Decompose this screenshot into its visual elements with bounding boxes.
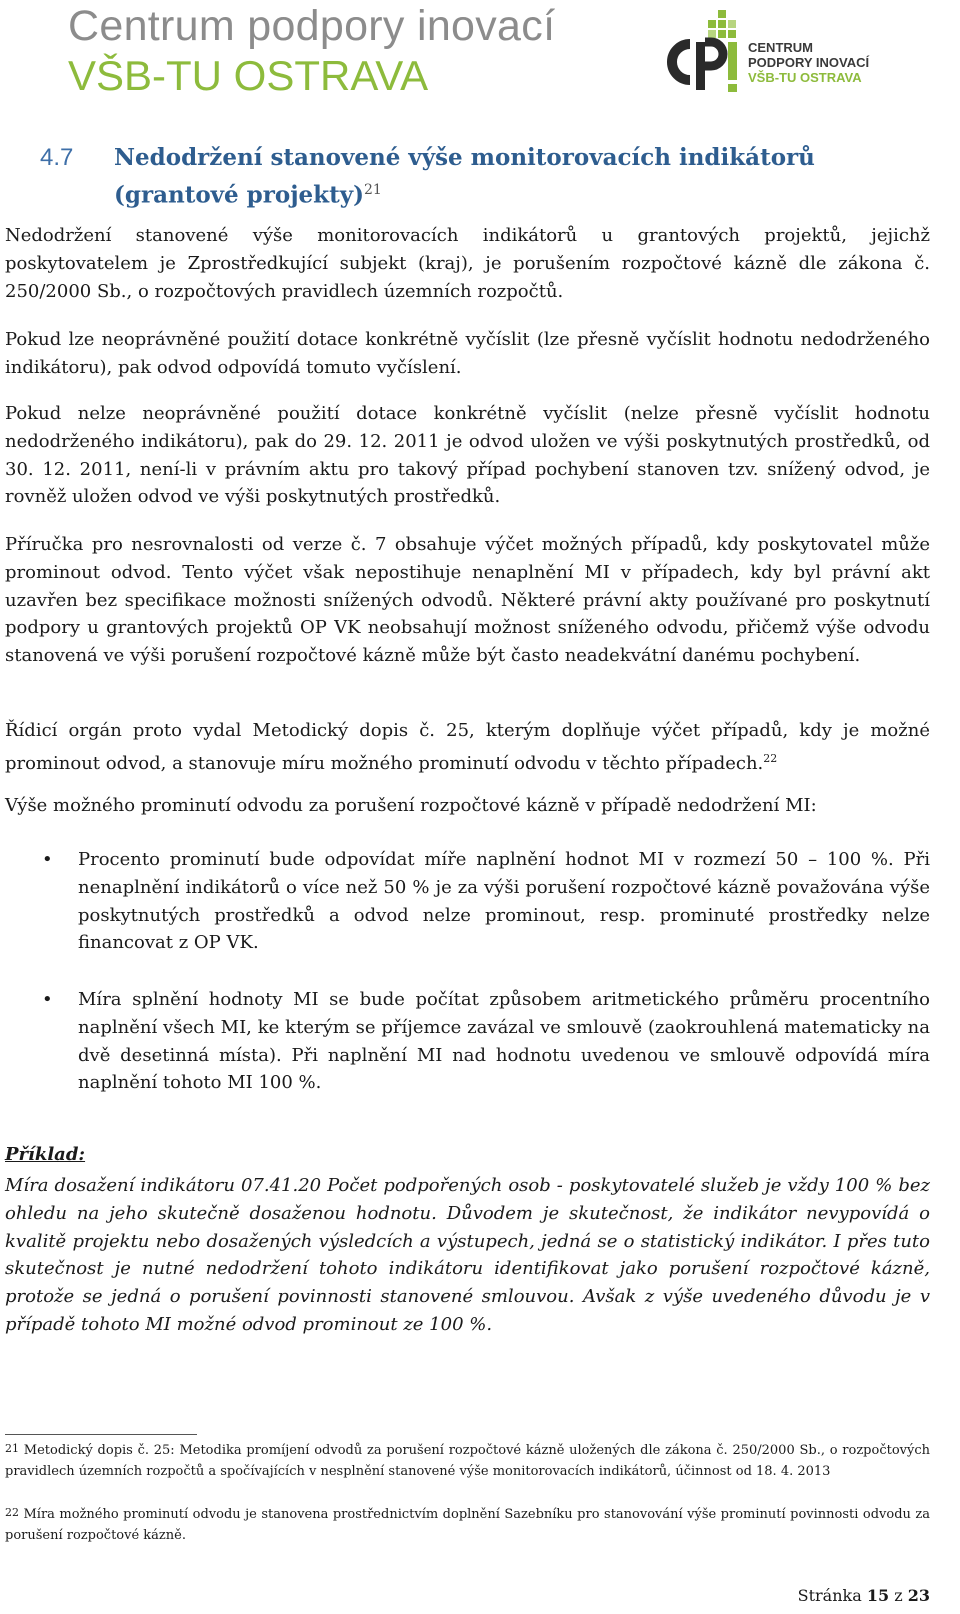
paragraph-5-text: Řídicí orgán proto vydal Metodický dopis č. 25, kterým doplňuje výčet případů, kdy je možné prominout odvod, a stanovuje míru možného prominutí odvodu v těchto případech.: [5, 720, 930, 774]
section-number: 4.7: [40, 144, 74, 171]
footnote-number: 22: [5, 1506, 19, 1519]
logo-text-line3: VŠB-TU OSTRAVA: [748, 70, 862, 85]
paragraph-3: Pokud nelze neoprávněné použití dotace konkrétně vyčíslit (nelze přesně vyčíslit hodnotu nedodrženého indikátoru), pak do 29. 12. 2011 je odvod uložen ve výši poskytnutých prostředků, od 30. 12. 2011, není-li v právním aktu pro takový případ pochybení stanoven tzv. snížený odvod, je rovněž uložen odvod ve výši poskytnutých prostředků.: [5, 403, 930, 508]
footnote-ref-22: 22: [763, 751, 778, 765]
footer-page-number: 15: [866, 1586, 890, 1605]
cpi-logo-mark-icon: [660, 10, 746, 102]
logo-text: [748, 40, 869, 85]
footnote-21: [5, 1440, 930, 1482]
footer-separator: z: [894, 1586, 903, 1605]
paragraph-6: Výše možného prominutí odvodu za porušení rozpočtové kázně v případě nedodržení MI:: [5, 795, 817, 816]
bullet-dot-icon: •: [42, 849, 53, 870]
header-title-line1: Centrum podpory inovací: [68, 2, 556, 50]
page-footer: [798, 1586, 930, 1605]
section-title: [114, 142, 914, 212]
logo-text-line1: CENTRUM: [748, 40, 813, 55]
paragraph-1: Nedodržení stanovené výše monitorovacích indikátorů u grantových projektů, jejichž poskytovatelem je Zprostředkující subjekt (kraj), je porušením rozpočtové kázně dle zákona č. 250/2000 Sb., o rozpočtových pravidlech územních rozpočtů.: [5, 225, 930, 302]
paragraph-5: [5, 717, 930, 778]
logo-text-line2: PODPORY INOVACÍ: [748, 55, 870, 70]
example-heading: Příklad:: [5, 1144, 86, 1165]
page-header: [0, 0, 960, 110]
bullet-text-2: Míra splnění hodnoty MI se bude počítat způsobem aritmetického průměru procentního naplnění všech MI, ke kterým se příjemce zavázal ve smlouvě (zaokrouhlená matematicky na dvě desetinná místa). Při naplnění MI nad hodnotu uvedenou ve smlouvě odpovídá míra naplnění tohoto MI 100 %.: [78, 989, 930, 1094]
footnote-22: [5, 1504, 930, 1546]
footnote-ref-21: 21: [363, 182, 382, 198]
footnote-number: 21: [5, 1442, 19, 1455]
footnote-text: Míra možného prominutí odvodu je stanovena prostřednictvím doplnění Sazebníku pro stanovování výše prominutí povinnosti odvodu za porušení rozpočtové kázně.: [5, 1507, 931, 1543]
bullet-dot-icon: •: [42, 989, 53, 1010]
cpi-logo: [660, 10, 950, 106]
bullet-text-1: Procento prominutí bude odpovídat míře naplnění hodnot MI v rozmezí 50 – 100 %. Při nenaplnění indikátorů o více než 50 % je za výši porušení rozpočtové kázně považována výše poskytnutých prostředků a odvod nelze prominout, resp. prominuté prostředky nelze financovat z OP VK.: [78, 849, 930, 954]
footer-page-total: 23: [907, 1586, 930, 1605]
paragraph-4: Příručka pro nesrovnalosti od verze č. 7 obsahuje výčet možných případů, kdy poskytovatel může prominout odvod. Tento výčet však nepostihuje nenaplnění MI v případech, kdy byl právní akt uzavřen bez specifikace možnosti snížených odvodů. Některé právní akty používané pro poskytnutí podpory u grantových projektů OP VK neobsahují možnost sníženého odvodu, přičemž výše odvodu stanovená ve výši porušení rozpočtové kázně může být často neadekvátní danému pochybení.: [5, 534, 930, 667]
footer-prefix: Stránka: [797, 1586, 862, 1605]
footnote-text: Metodický dopis č. 25: Metodika promíjení odvodů za porušení rozpočtové kázně uložených dle zákona č. 250/2000 Sb., o rozpočtových pravidlech územních rozpočtů a spočívajících v nesplnění stanovené výše monitorovacích indikátorů, účinnost od 18. 4. 2013: [5, 1443, 930, 1479]
footnote-separator: [5, 1434, 197, 1435]
paragraph-2: Pokud lze neoprávněné použití dotace konkrétně vyčíslit (lze přesně vyčíslit hodnotu nedodrženého indikátoru), pak odvod odpovídá tomuto vyčíslení.: [5, 329, 930, 378]
header-title-line2: VŠB-TU OSTRAVA: [68, 52, 429, 99]
section-title-text: Nedodržení stanovené výše monitorovacích indikátorů (grantové projekty): [114, 144, 815, 209]
example-text: Míra dosažení indikátoru 07.41.20 Počet podpořených osob - poskytovatelé služeb je vždy 100 % bez ohledu na jeho skutečně dosaženou hodnotu. Důvodem je skutečnost, že indikátor nevypovídá o kvalitě projektu nebo dosažených výsledcích a výstupech, jedná se o statistický indikátor. I přes tuto skutečnost je nutné nedodržení tohoto indikátoru identifikovat jako porušení rozpočtové kázně, protože se jedná o porušení povinnosti stanovené smlouvou. Avšak z výše uvedeného důvodu je v případě tohoto MI možné odvod prominout ze 100 %.: [5, 1175, 930, 1335]
